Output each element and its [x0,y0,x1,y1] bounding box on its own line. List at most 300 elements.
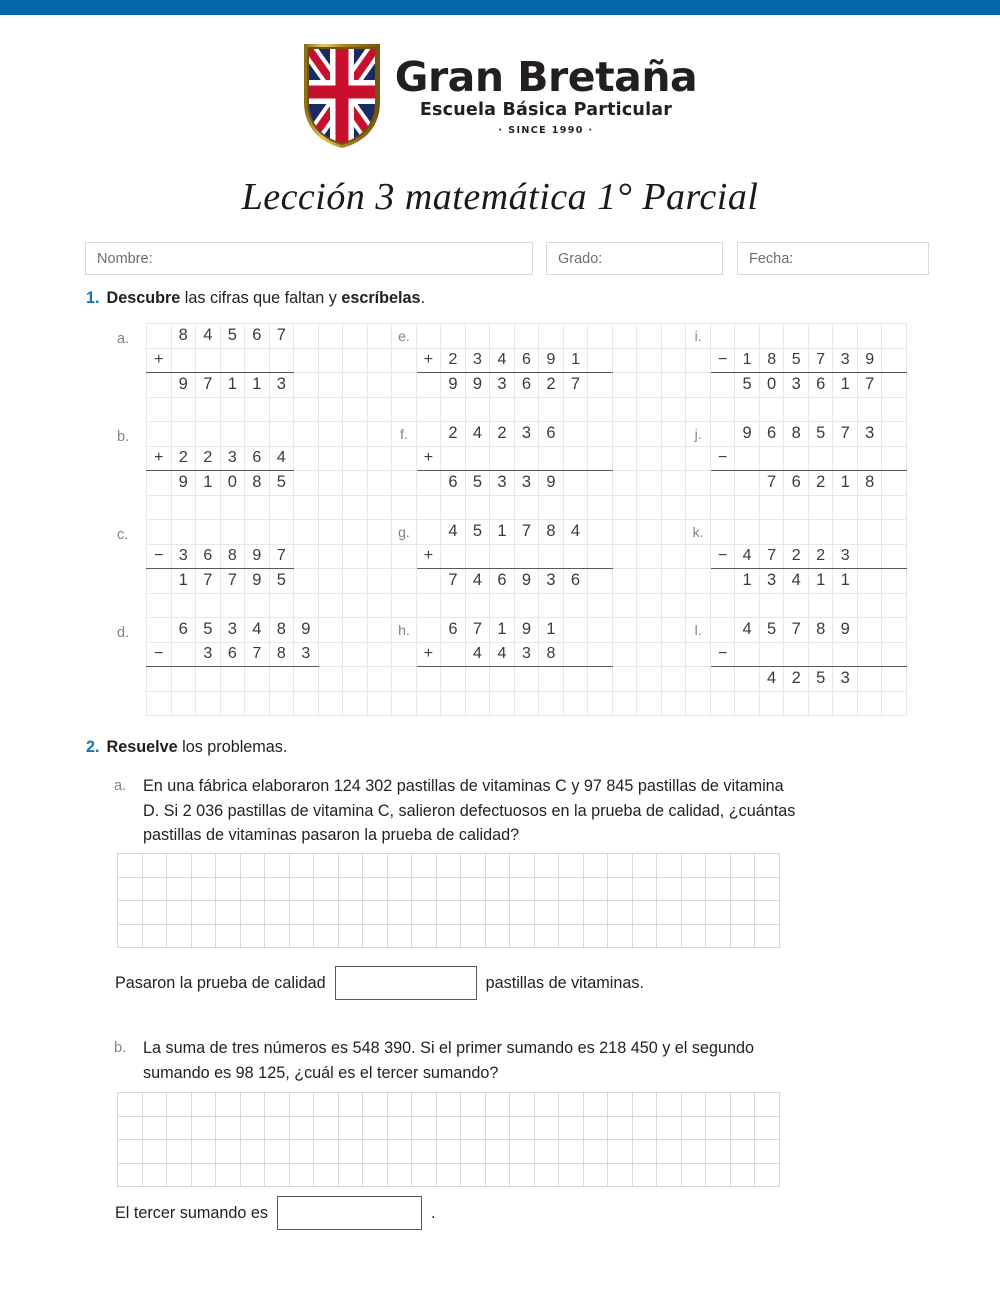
work-grid-cell[interactable] [387,1163,412,1187]
operations-grid-cell[interactable] [563,618,588,643]
work-grid-cell[interactable] [118,1140,143,1164]
work-grid-cell[interactable] [755,1140,780,1164]
operations-grid-cell[interactable] [318,495,343,520]
operations-grid-cell[interactable] [637,373,662,398]
operations-grid-cell[interactable] [196,348,221,373]
operations-grid-cell[interactable]: 6 [245,324,270,349]
operations-grid-cell[interactable]: 1 [245,373,270,398]
operations-grid-cell[interactable] [490,397,515,422]
work-grid-cell[interactable] [363,924,388,948]
work-grid-cell[interactable] [338,854,363,878]
work-grid-cell[interactable] [657,1140,682,1164]
operations-grid-cell[interactable]: + [416,446,441,471]
operations-grid-cell[interactable] [147,397,172,422]
operations-grid-cell[interactable]: 1 [833,471,858,496]
operations-grid-cell[interactable] [735,324,760,349]
operations-grid-cell[interactable]: l. [686,618,711,643]
operations-grid-cell[interactable]: 6 [490,569,515,594]
work-grid-cell[interactable] [338,1116,363,1140]
operations-grid-cell[interactable] [563,544,588,569]
operations-grid-cell[interactable]: 5 [269,569,294,594]
operations-grid-cell[interactable] [735,691,760,716]
operations-grid-cell[interactable] [588,667,613,692]
operations-grid-cell[interactable] [710,691,735,716]
operations-grid-cell[interactable] [171,642,196,667]
operations-grid-cell[interactable] [392,348,417,373]
operations-grid-cell[interactable] [367,495,392,520]
operations-grid-cell[interactable]: + [416,544,441,569]
operations-grid-cell[interactable] [612,495,637,520]
operations-grid-cell[interactable]: 5 [465,471,490,496]
operations-grid-cell[interactable]: 6 [539,422,564,447]
operations-grid-cell[interactable] [294,373,319,398]
operations-grid-cell[interactable]: 8 [269,642,294,667]
operations-grid-cell[interactable] [367,324,392,349]
operations-grid-cell[interactable]: 7 [465,618,490,643]
operations-grid-cell[interactable] [392,397,417,422]
work-grid-cell[interactable] [167,1140,192,1164]
operations-grid-cell[interactable] [882,691,907,716]
operations-grid-cell[interactable] [367,471,392,496]
operations-grid-cell[interactable] [710,397,735,422]
operations-grid-cell[interactable] [269,495,294,520]
operations-grid-cell[interactable]: 4 [759,667,784,692]
operations-grid-cell[interactable]: 9 [833,618,858,643]
operations-grid-cell[interactable] [343,348,368,373]
operations-grid-cell[interactable]: k. [686,520,711,545]
operations-grid-cell[interactable] [882,642,907,667]
operations-grid-cell[interactable] [637,471,662,496]
work-grid-cell[interactable] [681,1116,706,1140]
operations-grid-cell[interactable] [392,373,417,398]
work-grid-cell[interactable] [681,1140,706,1164]
operations-grid-cell[interactable]: + [416,642,441,667]
work-grid-cell[interactable] [314,1140,339,1164]
work-grid-cell[interactable] [461,1093,486,1117]
operations-grid-cell[interactable] [294,691,319,716]
operations-grid-cell[interactable]: 3 [514,471,539,496]
work-grid-cell[interactable] [534,1116,559,1140]
operations-grid-cell[interactable] [343,324,368,349]
operations-grid-cell[interactable] [171,397,196,422]
operations-grid-cell[interactable]: 9 [171,471,196,496]
operations-grid-cell[interactable] [318,569,343,594]
operations-grid-cell[interactable]: − [147,544,172,569]
operations-grid-cell[interactable] [220,520,245,545]
work-grid-cell[interactable] [534,1163,559,1187]
operations-grid-cell[interactable] [318,397,343,422]
work-grid-cell[interactable] [167,854,192,878]
operations-grid-cell[interactable] [514,544,539,569]
operations-grid-cell[interactable] [882,348,907,373]
operations-grid-cell[interactable] [392,593,417,618]
work-grid-cell[interactable] [559,854,584,878]
operations-grid-cell[interactable] [171,593,196,618]
operations-grid-cell[interactable] [416,373,441,398]
operations-grid-cell[interactable] [686,495,711,520]
operations-grid-cell[interactable] [857,446,882,471]
work-grid-cell[interactable] [534,1140,559,1164]
operations-grid-cell[interactable]: 2 [808,544,833,569]
problem-b-answer-box[interactable] [277,1196,422,1230]
work-grid-cell[interactable] [265,1093,290,1117]
operations-grid-cell[interactable]: − [710,544,735,569]
work-grid-cell[interactable] [608,877,633,901]
work-grid-cell[interactable] [387,877,412,901]
operations-grid-cell[interactable]: 1 [833,569,858,594]
operations-grid-cell[interactable] [539,495,564,520]
operations-grid-cell[interactable] [784,446,809,471]
work-grid-cell[interactable] [240,854,265,878]
operations-grid-cell[interactable] [196,691,221,716]
operations-grid-cell[interactable] [686,397,711,422]
operations-grid-cell[interactable] [441,446,466,471]
operations-grid-cell[interactable] [269,520,294,545]
work-grid-cell[interactable] [191,901,216,925]
work-grid-cell[interactable] [338,1093,363,1117]
operations-grid-cell[interactable] [196,667,221,692]
operations-grid-cell[interactable] [612,446,637,471]
operations-grid-cell[interactable] [269,593,294,618]
operations-grid-cell[interactable] [808,593,833,618]
work-grid-cell[interactable] [706,877,731,901]
operations-grid-cell[interactable] [220,422,245,447]
operations-grid-cell[interactable] [661,348,686,373]
operations-grid-cell[interactable]: 7 [514,520,539,545]
operations-grid-cell[interactable]: 3 [294,642,319,667]
operations-grid-cell[interactable] [294,544,319,569]
work-grid-cell[interactable] [755,1116,780,1140]
operations-grid-cell[interactable] [686,593,711,618]
operations-grid-cell[interactable]: 6 [759,422,784,447]
work-grid-cell[interactable] [755,877,780,901]
operations-grid-cell[interactable]: 4 [245,618,270,643]
operations-grid-cell[interactable] [392,471,417,496]
operations-grid-cell[interactable] [514,667,539,692]
work-grid-cell[interactable] [583,924,608,948]
operations-grid-cell[interactable] [661,691,686,716]
operations-grid-cell[interactable] [367,618,392,643]
work-grid-cell[interactable] [191,1163,216,1187]
operations-grid-cell[interactable] [367,593,392,618]
operations-grid-cell[interactable] [686,544,711,569]
operations-grid-cell[interactable] [710,618,735,643]
operations-grid-cell[interactable]: 7 [220,569,245,594]
operations-grid-cell[interactable]: 8 [857,471,882,496]
operations-grid-cell[interactable] [269,397,294,422]
work-grid-cell[interactable] [681,1093,706,1117]
operations-grid-cell[interactable] [147,691,172,716]
operations-grid-cell[interactable] [441,691,466,716]
operations-grid-cell[interactable] [196,422,221,447]
operations-grid-cell[interactable] [588,422,613,447]
operations-grid-cell[interactable] [637,691,662,716]
operations-grid-cell[interactable]: 7 [269,544,294,569]
work-grid-cell[interactable] [461,1116,486,1140]
operations-grid-cell[interactable] [759,495,784,520]
operations-grid-cell[interactable] [637,593,662,618]
operations-grid-cell[interactable]: 6 [196,544,221,569]
operations-grid-cell[interactable] [245,667,270,692]
work-grid-cell[interactable] [191,1116,216,1140]
operations-grid-cell[interactable]: − [710,348,735,373]
operations-grid-cell[interactable] [294,593,319,618]
work-grid-cell[interactable] [436,924,461,948]
work-grid-cell[interactable] [314,924,339,948]
operations-grid-cell[interactable] [686,569,711,594]
work-grid-cell[interactable] [216,877,241,901]
operations-grid-cell[interactable]: 2 [441,348,466,373]
operations-grid-cell[interactable] [612,544,637,569]
work-grid-cell[interactable] [118,1163,143,1187]
operations-grid-cell[interactable] [637,397,662,422]
work-grid-cell[interactable] [363,854,388,878]
operations-grid-cell[interactable]: 0 [759,373,784,398]
operations-grid-cell[interactable]: 3 [833,667,858,692]
operations-grid-cell[interactable] [416,495,441,520]
work-grid-cell[interactable] [142,1116,167,1140]
operations-grid-cell[interactable] [171,422,196,447]
work-grid-cell[interactable] [510,901,535,925]
operations-grid-cell[interactable]: 3 [490,471,515,496]
work-grid-cell[interactable] [338,901,363,925]
work-grid-cell[interactable] [657,901,682,925]
operations-grid-cell[interactable] [147,569,172,594]
operations-grid-cell[interactable] [637,618,662,643]
operations-grid-cell[interactable] [367,397,392,422]
work-grid-cell[interactable] [289,877,314,901]
work-grid-cell[interactable] [755,1163,780,1187]
work-grid-cell[interactable] [216,901,241,925]
work-grid-cell[interactable] [216,924,241,948]
operations-grid-cell[interactable]: 5 [220,324,245,349]
operations-grid-cell[interactable] [612,471,637,496]
operations-grid-cell[interactable] [441,397,466,422]
operations-grid-cell[interactable] [710,324,735,349]
operations-grid-cell[interactable]: 7 [857,373,882,398]
work-grid-cell[interactable] [216,1163,241,1187]
grado-field[interactable] [546,242,723,275]
work-grid-cell[interactable] [730,1116,755,1140]
work-grid-cell[interactable] [191,854,216,878]
work-grid-cell[interactable] [118,877,143,901]
operations-grid-cell[interactable] [416,691,441,716]
operations-grid-cell[interactable] [710,373,735,398]
operations-grid-cell[interactable] [343,520,368,545]
operations-grid-cell[interactable] [294,471,319,496]
operations-grid-cell[interactable]: 7 [808,348,833,373]
operations-grid-cell[interactable] [220,397,245,422]
work-grid-cell[interactable] [461,854,486,878]
operations-grid-cell[interactable] [637,667,662,692]
operations-grid-cell[interactable] [416,520,441,545]
operations-grid-cell[interactable]: 5 [735,373,760,398]
operations-grid-cell[interactable] [588,618,613,643]
operations-grid-cell[interactable] [857,691,882,716]
work-grid-cell[interactable] [142,854,167,878]
operations-grid-cell[interactable]: 1 [490,618,515,643]
operations-grid-cell[interactable]: 9 [735,422,760,447]
work-grid-cell[interactable] [363,877,388,901]
work-grid-cell[interactable] [510,1140,535,1164]
operations-grid-cell[interactable] [882,471,907,496]
operations-grid-cell[interactable] [171,667,196,692]
operations-grid-cell[interactable] [465,593,490,618]
operations-grid-cell[interactable] [612,569,637,594]
work-grid-cell[interactable] [363,1093,388,1117]
work-grid-cell[interactable] [289,901,314,925]
operations-grid-cell[interactable] [318,520,343,545]
work-grid-cell[interactable] [167,1093,192,1117]
operations-grid-cell[interactable] [392,495,417,520]
operations-grid-cell[interactable] [857,520,882,545]
operations-grid-cell[interactable] [294,422,319,447]
operations-grid-cell[interactable] [759,324,784,349]
work-grid-cell[interactable] [289,924,314,948]
operations-grid-cell[interactable] [343,667,368,692]
operations-grid-cell[interactable]: 4 [784,569,809,594]
operations-grid-cell[interactable]: 3 [833,348,858,373]
work-grid-cell[interactable] [387,1093,412,1117]
work-grid-cell[interactable] [461,1140,486,1164]
operations-grid-cell[interactable]: 2 [490,422,515,447]
operations-grid-cell[interactable]: 4 [490,642,515,667]
operations-grid-cell[interactable] [171,691,196,716]
operations-grid-cell[interactable] [661,618,686,643]
operations-grid-cell[interactable] [588,324,613,349]
operations-grid-cell[interactable] [588,642,613,667]
work-grid-cell[interactable] [240,1140,265,1164]
operations-grid-cell[interactable] [710,667,735,692]
operations-grid-cell[interactable] [661,520,686,545]
work-grid-cell[interactable] [265,1163,290,1187]
operations-grid-cell[interactable]: f. [392,422,417,447]
work-grid-cell[interactable] [314,877,339,901]
work-grid-cell[interactable] [559,1163,584,1187]
operations-grid-cell[interactable]: + [147,348,172,373]
work-grid-cell[interactable] [412,901,437,925]
operations-grid-cell[interactable]: 6 [171,618,196,643]
operations-grid-cell[interactable] [661,422,686,447]
operations-grid-cell[interactable]: 1 [808,569,833,594]
work-grid-cell[interactable] [681,854,706,878]
operations-grid-cell[interactable] [465,691,490,716]
operations-grid-cell[interactable] [367,373,392,398]
operations-grid-cell[interactable] [588,348,613,373]
operations-grid-cell[interactable] [612,422,637,447]
operations-grid-cell[interactable]: 9 [539,471,564,496]
work-grid-cell[interactable] [314,1163,339,1187]
operations-grid-cell[interactable]: 7 [269,324,294,349]
work-grid-cell[interactable] [412,1140,437,1164]
operations-grid-cell[interactable]: 4 [465,642,490,667]
work-grid-cell[interactable] [730,1093,755,1117]
operations-grid-cell[interactable] [465,324,490,349]
operations-grid-cell[interactable]: 3 [539,569,564,594]
operations-grid-cell[interactable] [637,348,662,373]
work-grid-cell[interactable] [436,877,461,901]
work-grid-cell[interactable] [485,854,510,878]
work-grid-cell[interactable] [412,1116,437,1140]
work-grid-cell[interactable] [534,901,559,925]
operations-grid-cell[interactable] [294,397,319,422]
operations-grid-cell[interactable] [588,520,613,545]
operations-grid-cell[interactable] [759,642,784,667]
work-grid-cell[interactable] [559,1116,584,1140]
operations-grid-cell[interactable] [147,520,172,545]
operations-grid-cell[interactable] [441,593,466,618]
operations-grid-cell[interactable] [637,324,662,349]
operations-grid-cell[interactable] [808,495,833,520]
operations-grid-cell[interactable]: 6 [441,471,466,496]
operations-grid-cell[interactable] [588,471,613,496]
operations-grid-cell[interactable]: 8 [808,618,833,643]
operations-grid-cell[interactable]: 1 [171,569,196,594]
operations-grid-cell[interactable]: 7 [833,422,858,447]
work-grid-cell[interactable] [681,924,706,948]
operations-grid-cell[interactable]: 3 [514,642,539,667]
work-grid-cell[interactable] [583,877,608,901]
operations-grid-cell[interactable] [612,397,637,422]
operations-grid-cell[interactable] [367,569,392,594]
work-grid-cell[interactable] [363,1116,388,1140]
operations-grid-cell[interactable]: 4 [465,422,490,447]
operations-grid-cell[interactable] [441,324,466,349]
operations-grid-cell[interactable]: 5 [269,471,294,496]
operations-grid-cell[interactable]: 1 [833,373,858,398]
operations-grid-cell[interactable] [563,471,588,496]
operations-grid-cell[interactable] [343,642,368,667]
work-grid-cell[interactable] [632,854,657,878]
operations-grid-cell[interactable] [808,324,833,349]
work-grid-cell[interactable] [240,901,265,925]
work-grid-cell[interactable] [730,1163,755,1187]
operations-grid-cell[interactable] [318,691,343,716]
operations-grid-cell[interactable]: 4 [441,520,466,545]
work-grid-cell[interactable] [363,1163,388,1187]
operations-grid-cell[interactable]: 7 [759,544,784,569]
operations-grid-cell[interactable] [539,397,564,422]
work-grid-cell[interactable] [706,901,731,925]
operations-grid-cell[interactable] [857,324,882,349]
work-grid-cell[interactable] [314,854,339,878]
operations-grid-cell[interactable] [343,618,368,643]
work-grid-cell[interactable] [461,1163,486,1187]
operations-grid-cell[interactable] [882,495,907,520]
operations-grid-cell[interactable] [833,446,858,471]
work-grid-cell[interactable] [583,1116,608,1140]
operations-grid-cell[interactable] [245,691,270,716]
work-grid-cell[interactable] [289,1163,314,1187]
operations-grid-cell[interactable] [637,520,662,545]
operations-grid-cell[interactable]: 8 [171,324,196,349]
work-grid-cell[interactable] [657,924,682,948]
work-grid-cell[interactable] [510,924,535,948]
work-grid-cell[interactable] [510,877,535,901]
work-grid-cell[interactable] [289,1140,314,1164]
operations-grid-cell[interactable] [343,373,368,398]
operations-grid-cell[interactable] [735,397,760,422]
operations-grid-cell[interactable] [343,691,368,716]
operations-grid-cell[interactable] [465,667,490,692]
work-grid-cell[interactable] [485,1140,510,1164]
operations-grid-cell[interactable]: 0 [220,471,245,496]
operations-grid-cell[interactable] [784,324,809,349]
operations-grid-cell[interactable] [147,593,172,618]
operations-grid-cell[interactable] [612,691,637,716]
work-grid-cell[interactable] [755,901,780,925]
operations-grid-cell[interactable] [416,324,441,349]
